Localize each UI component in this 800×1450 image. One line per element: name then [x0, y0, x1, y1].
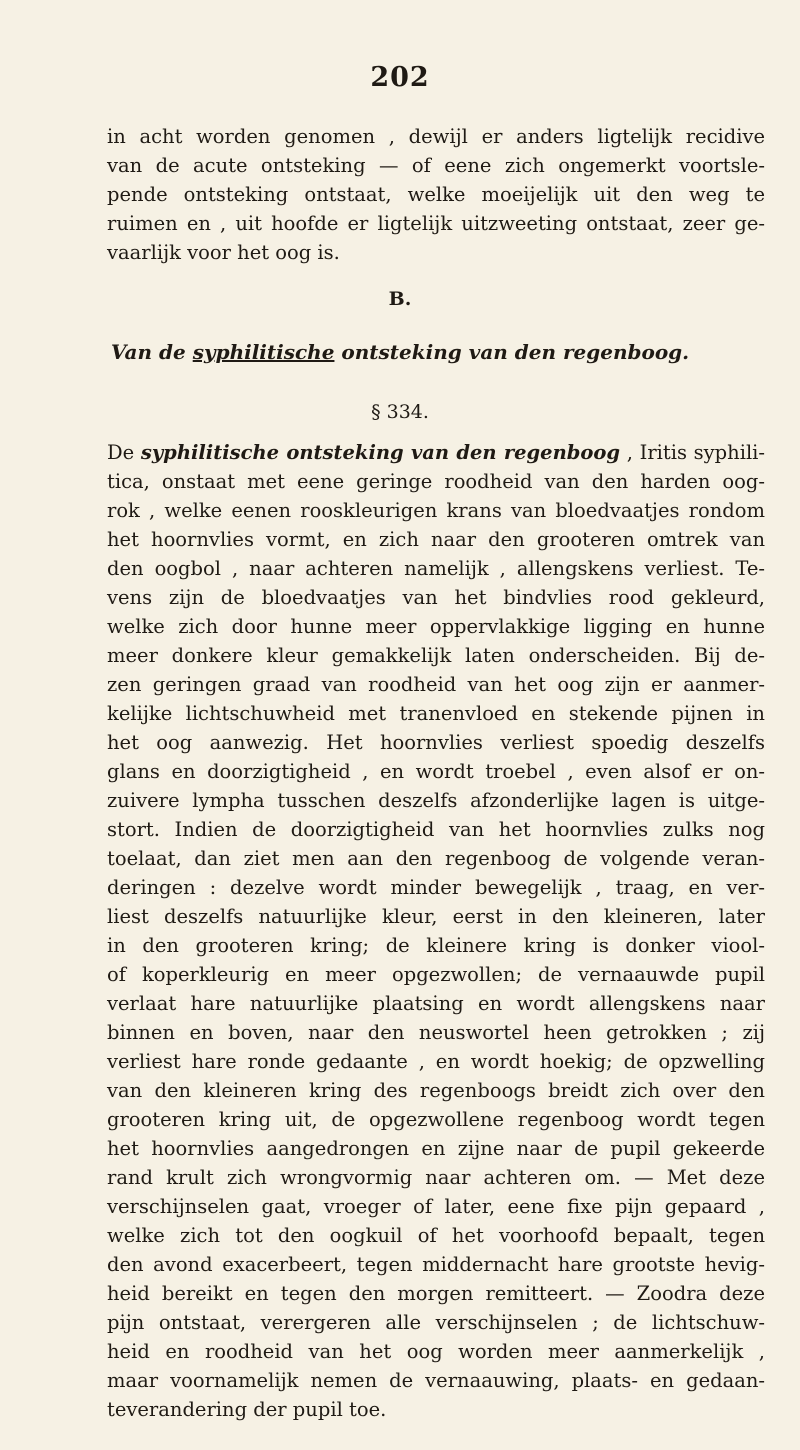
text-line: meer donkere kleur gemakkelijk laten onderscheiden. Bij de-: [107, 644, 765, 667]
text-line: het hoornvlies vormt, en zich naar den grooteren omtrek van: [107, 528, 765, 551]
text-line: kelijke lichtschuwheid met tranenvloed en stekende pijnen in: [107, 702, 765, 725]
text-line: van den kleineren kring des regenboogs breidt zich over den: [107, 1079, 765, 1102]
text-line: den oogbol , naar achteren namelijk , allengskens verliest. Te-: [107, 557, 765, 580]
text-line: of koperkleurig en meer opgezwollen; de vernaauwde pupil: [107, 963, 765, 986]
first-line: [107, 438, 765, 467]
text-line: verliest hare ronde gedaante , en wordt hoekig; de opzwelling: [107, 1050, 765, 1073]
section-letter: B.: [388, 288, 412, 310]
text-line: in den grooteren kring; de kleinere kring is donker viool-: [107, 934, 765, 957]
text-line: welke zich tot den oogkuil of het voorhoofd bepaalt, tegen: [107, 1224, 765, 1247]
first-line-emphasis: syphilitische ontsteking van den regenboog: [140, 441, 621, 464]
page-number: 202: [370, 62, 430, 93]
text-line: pende ontsteking ontstaat, welke moeijelijk uit den weg te: [107, 183, 765, 206]
text-line: zen geringen graad van roodheid van het oog zijn er aanmer-: [107, 673, 765, 696]
text-line: in acht worden genomen , dewijl er anders ligtelijk recidive: [107, 125, 765, 148]
main-paragraph: [107, 438, 765, 1424]
text-line: stort. Indien de doorzigtigheid van het hoornvlies zulks nog: [107, 818, 765, 841]
text-line: welke zich door hunne meer oppervlakkige ligging en hunne: [107, 615, 765, 638]
text-line: verlaat hare natuurlijke plaatsing en wordt allengskens naar: [107, 992, 765, 1015]
text-line: binnen en boven, naar den neuswortel heen getrokken ; zij: [107, 1021, 765, 1044]
text-line: zuivere lympha tusschen deszelfs afzonderlijke lagen is uitge-: [107, 789, 765, 812]
text-line: het oog aanwezig. Het hoornvlies verliest spoedig deszelfs: [107, 731, 765, 754]
text-line: grooteren kring uit, de opgezwollene regenboog wordt tegen: [107, 1108, 765, 1131]
text-line: tica, onstaat met eene geringe roodheid van den harden oog-: [107, 470, 765, 493]
text-line: pijn ontstaat, verergeren alle verschijnselen ; de lichtschuw-: [107, 1311, 765, 1334]
body-lines: [107, 467, 765, 1424]
first-line-start: De: [107, 441, 141, 464]
text-line: liest deszelfs natuurlijke kleur, eerst in den kleineren, later: [107, 905, 765, 928]
text-line: den avond exacerbeert, tegen middernacht hare grootste hevig-: [107, 1253, 765, 1276]
text-line: teverandering der pupil toe.: [107, 1398, 387, 1421]
text-line: vens zijn de bloedvaatjes van het bindvlies rood gekleurd,: [107, 586, 765, 609]
text-line: rand krult zich wrongvormig naar achteren om. — Met deze: [107, 1166, 765, 1189]
text-line: toelaat, dan ziet men aan den regenboog de volgende veran-: [107, 847, 765, 870]
paragraph-number: § 334.: [371, 401, 429, 423]
text-line: verschijnselen gaat, vroeger of later, eene fixe pijn gepaard ,: [107, 1195, 765, 1218]
section-title-underlined: syphilitische: [192, 340, 335, 364]
text-line: ruimen en , uit hoofde er ligtelijk uitzweeting ontstaat, zeer ge-: [107, 212, 765, 235]
text-line: het hoornvlies aangedrongen en zijne naar de pupil gekeerde: [107, 1137, 765, 1160]
text-line: heid en roodheid van het oog worden meer aanmerkelijk ,: [107, 1340, 765, 1363]
section-title-prefix: Van de: [110, 340, 193, 364]
first-line-end: , Iritis syphili-: [620, 441, 766, 464]
text-line: van de acute ontsteking — of eene zich ongemerkt voortsle-: [107, 154, 765, 177]
text-line: glans en doorzigtigheid , en wordt troebel , even alsof er on-: [107, 760, 765, 783]
section-title-suffix: ontsteking van den regenboog.: [334, 340, 690, 364]
intro-paragraph: [107, 122, 765, 267]
text-line: rok , welke eenen rooskleurigen krans van bloedvaatjes rondom: [107, 499, 765, 522]
text-line: vaarlijk voor het oog is.: [107, 241, 340, 264]
text-line: maar voornamelijk nemen de vernaauwing, plaats- en gedaan-: [107, 1369, 765, 1392]
section-title: [0, 340, 800, 364]
text-line: deringen : dezelve wordt minder bewegelijk , traag, en ver-: [107, 876, 765, 899]
text-line: heid bereikt en tegen den morgen remitteert. — Zoodra deze: [107, 1282, 765, 1305]
